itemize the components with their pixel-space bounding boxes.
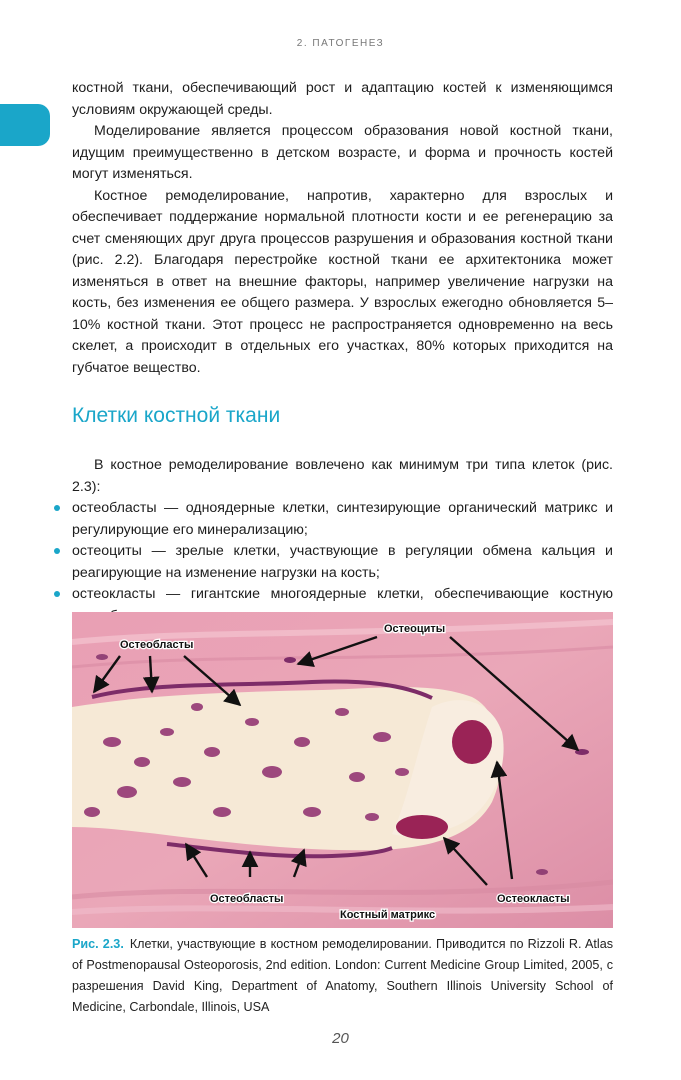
- chapter-tab-marker: [0, 104, 50, 146]
- caption-label: Рис. 2.3.: [72, 937, 124, 951]
- paragraph-1: костной ткани, обеспечивающий рост и адаптацию костей к изменяющимся условиям окружающей среды.: [72, 80, 613, 118]
- histology-figure: [72, 612, 613, 928]
- figure-caption: [72, 934, 613, 1018]
- cell-types-list: [72, 498, 613, 627]
- list-item-text: остеокласты — гигантские многоядерные клетки, обеспечивающие костную: [72, 586, 613, 602]
- bullet-icon: [54, 505, 60, 511]
- list-item-text: остеобласты — одноядерные клетки, синтезирующие органический матрикс и регулирующие его минерализацию;: [72, 500, 613, 538]
- section-heading: Клетки костной ткани: [72, 404, 281, 427]
- bullet-icon: [54, 548, 60, 554]
- paragraph-2: Моделирование является процессом образования новой костной ткани, идущим преимущественно в детском возрасте, и форма и прочность костей могут изменяться.: [72, 123, 613, 182]
- page-number: 20: [332, 1030, 349, 1047]
- section-body: [72, 455, 613, 627]
- label-osteocytes: Остеоциты: [384, 623, 446, 635]
- label-bone-matrix: Костный матрикс: [340, 909, 436, 921]
- histology-micrograph: [72, 612, 613, 928]
- label-osteoblasts-top: Остеобласты: [120, 639, 194, 651]
- section-intro: В костное ремоделирование вовлечено как минимум три типа клеток (рис. 2.3):: [72, 457, 613, 495]
- label-osteoblasts-bottom: Остеобласты: [210, 893, 284, 905]
- running-head: 2. ПАТОГЕНЕЗ: [296, 38, 385, 49]
- list-item: [72, 498, 613, 541]
- body-text: [72, 78, 613, 379]
- caption-text: Клетки, участвующие в костном ремоделировании. Приводится по Rizzoli R. Atlas of Postmenopausal Osteoporosis, 2nd edition. London: Current Medicine Group Limited, 2005, с разрешения David King, Department of Anatomy, Southern Illinois University School of Medicine, Carbondale, Illinois, USA: [72, 937, 613, 1014]
- bullet-icon: [54, 591, 60, 597]
- list-item: [72, 541, 613, 584]
- list-item-text: остеоциты — зрелые клетки, участвующие в регуляции обмена кальция и реагирующие на изменение нагрузки на кость;: [72, 543, 613, 581]
- paragraph-3: Костное ремоделирование, напротив, характерно для взрослых и обеспечивает поддержание нормальной плотности кости и ее регенерацию за счет сменяющих друг друга процессов разрушения и образования костной ткани (рис. 2.2). Благодаря перестройке костной ткани ее архитектоника может изменяться в ответ на внешние факторы, например увеличение нагрузки на кость, без изменения ее общего размера. У взрослых ежегодно обновляется 5–10% костной ткани. Этот процесс не распространяется одновременно на весь скелет, а происходит в отдельных его участках, 80% которых приходится на губчатое вещество.: [72, 187, 613, 376]
- label-osteoclasts: Остеокласты: [497, 893, 570, 905]
